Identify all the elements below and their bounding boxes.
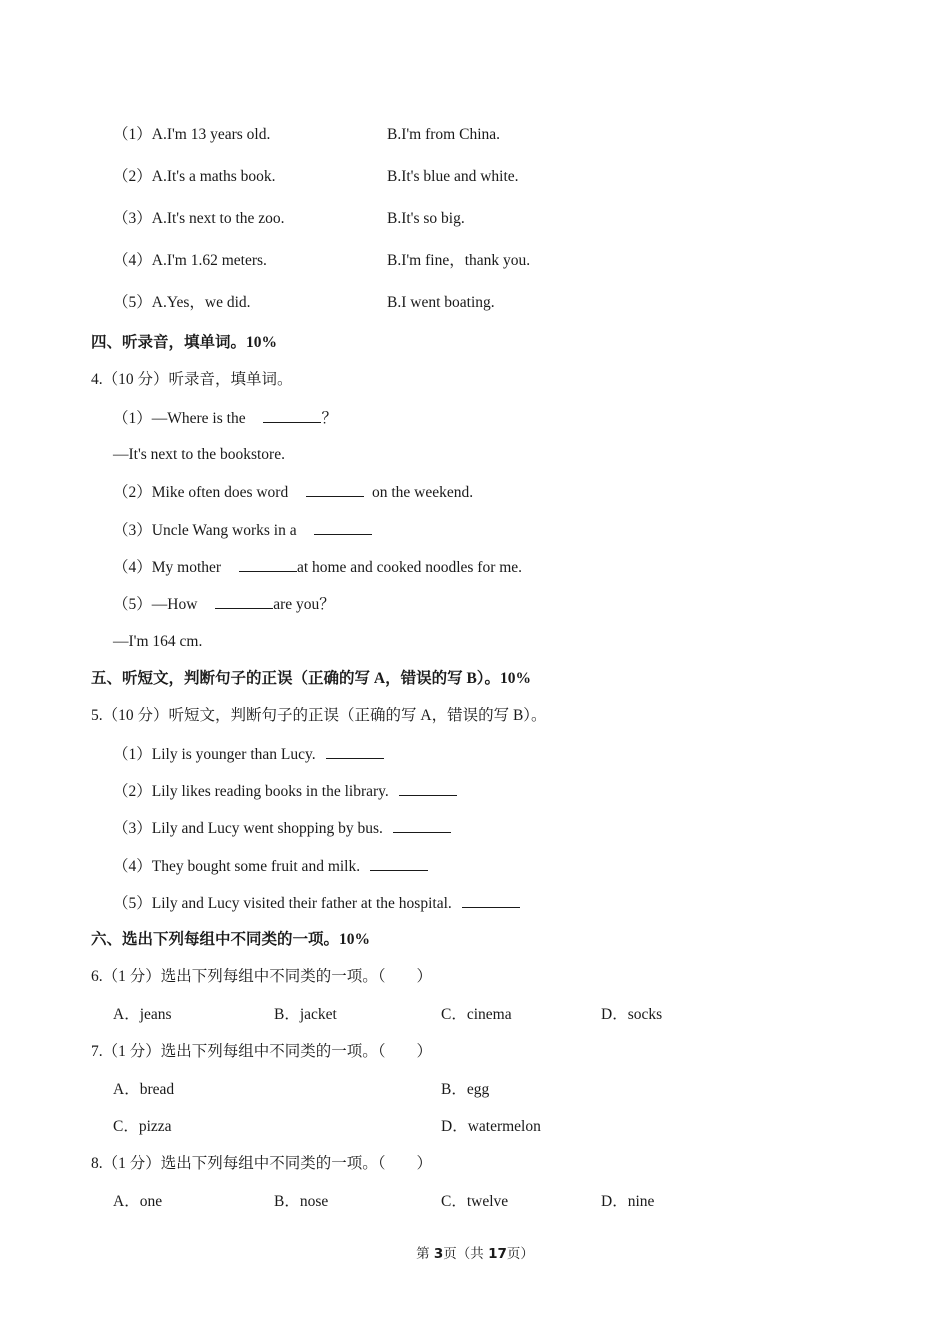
fill-item-5-end: are you？	[273, 596, 335, 613]
page-number: 3	[433, 1246, 444, 1262]
option-b-5: B.I went boating.	[387, 294, 495, 311]
page-footer	[0, 1244, 950, 1264]
judge-item-2-text: （2）Lily likes reading books in the library.	[113, 783, 389, 800]
judge-item-1	[113, 744, 384, 765]
option-a-3: （3）A.It's next to the zoo.	[113, 210, 285, 227]
judge-item-4	[113, 856, 428, 877]
fill-item-3	[113, 520, 372, 541]
question-6: 6.（1 分）选出下列每组中不同类的一项。（ ）	[91, 968, 433, 985]
q8-option-b[interactable]: B．nose	[274, 1193, 329, 1210]
page-total: 17	[488, 1246, 507, 1262]
option-a-1: （1）A.I'm 13 years old.	[113, 126, 271, 143]
fill-item-5	[113, 594, 335, 615]
answer-blank[interactable]	[462, 893, 520, 908]
answer-blank[interactable]	[370, 856, 428, 871]
option-a-5: （5）A.Yes，we did.	[113, 294, 251, 311]
judge-item-5-text: （5）Lily and Lucy visited their father at the hospital.	[113, 895, 452, 912]
option-a-2: （2）A.It's a maths book.	[113, 168, 276, 185]
fill-item-1-end: ？	[321, 410, 337, 427]
answer-blank[interactable]	[263, 408, 321, 423]
q6-option-b[interactable]: B．jacket	[274, 1006, 337, 1023]
answer-blank[interactable]	[393, 818, 451, 833]
judge-item-1-text: （1）Lily is younger than Lucy.	[113, 746, 316, 763]
fill-item-5-text: （5）—How	[113, 596, 198, 613]
section6-heading: 六、选出下列每组中不同类的一项。10%	[91, 931, 371, 948]
answer-blank[interactable]	[314, 520, 372, 535]
question-4: 4.（10 分）听录音，填单词。	[91, 371, 293, 388]
fill-item-3-text: （3）Uncle Wang works in a	[113, 522, 297, 539]
footer-prefix: 第	[416, 1246, 434, 1262]
option-a-4: （4）A.I'm 1.62 meters.	[113, 252, 267, 269]
q7-option-d[interactable]: D．watermelon	[441, 1118, 541, 1135]
q8-option-c[interactable]: C．twelve	[441, 1193, 509, 1210]
judge-item-4-text: （4）They bought some fruit and milk.	[113, 858, 361, 875]
question-7: 7.（1 分）选出下列每组中不同类的一项。（ ）	[91, 1043, 433, 1060]
option-b-3: B.It's so big.	[387, 210, 465, 227]
judge-item-3	[113, 818, 451, 839]
fill-item-5-answer: —I'm 164 cm.	[113, 633, 203, 650]
answer-blank[interactable]	[326, 744, 384, 759]
fill-item-2-text: （2）Mike often does word	[113, 484, 289, 501]
fill-item-1-answer: —It's next to the bookstore.	[113, 446, 285, 463]
question-8: 8.（1 分）选出下列每组中不同类的一项。（ ）	[91, 1155, 433, 1172]
q6-option-d[interactable]: D．socks	[601, 1006, 663, 1023]
q8-option-d[interactable]: D．nine	[601, 1193, 655, 1210]
judge-item-2	[113, 781, 457, 802]
answer-blank[interactable]	[239, 557, 297, 572]
fill-item-2	[113, 482, 473, 503]
q7-option-a[interactable]: A．bread	[113, 1081, 175, 1098]
question-5: 5.（10 分）听短文，判断句子的正误（正确的写 A，错误的写 B）。	[91, 707, 547, 724]
answer-blank[interactable]	[215, 594, 273, 609]
footer-middle: 页（共	[443, 1246, 489, 1262]
q8-option-a[interactable]: A．one	[113, 1193, 163, 1210]
q7-option-c[interactable]: C．pizza	[113, 1118, 172, 1135]
q6-option-a[interactable]: A．jeans	[113, 1006, 172, 1023]
q6-option-c[interactable]: C．cinema	[441, 1006, 512, 1023]
answer-blank[interactable]	[306, 482, 364, 497]
fill-item-4-end: at home and cooked noodles for me.	[296, 559, 523, 576]
option-b-2: B.It's blue and white.	[387, 168, 519, 185]
footer-suffix: 页）	[506, 1246, 534, 1262]
fill-item-4-text: （4）My mother	[113, 559, 222, 576]
section4-heading: 四、听录音，填单词。10%	[91, 334, 278, 351]
option-b-1: B.I'm from China.	[387, 126, 501, 143]
option-b-4: B.I'm fine，thank you.	[387, 252, 531, 269]
answer-blank[interactable]	[399, 781, 457, 796]
judge-item-5	[113, 893, 520, 914]
fill-item-1-text: （1）—Where is the	[113, 410, 246, 427]
section5-heading: 五、听短文，判断句子的正误（正确的写 A，错误的写 B）。10%	[91, 670, 532, 687]
q7-option-b[interactable]: B．egg	[441, 1081, 490, 1098]
judge-item-3-text: （3）Lily and Lucy went shopping by bus.	[113, 820, 383, 837]
fill-item-1	[113, 408, 337, 429]
fill-item-2-end: on the weekend.	[371, 484, 474, 501]
fill-item-4	[113, 557, 522, 578]
